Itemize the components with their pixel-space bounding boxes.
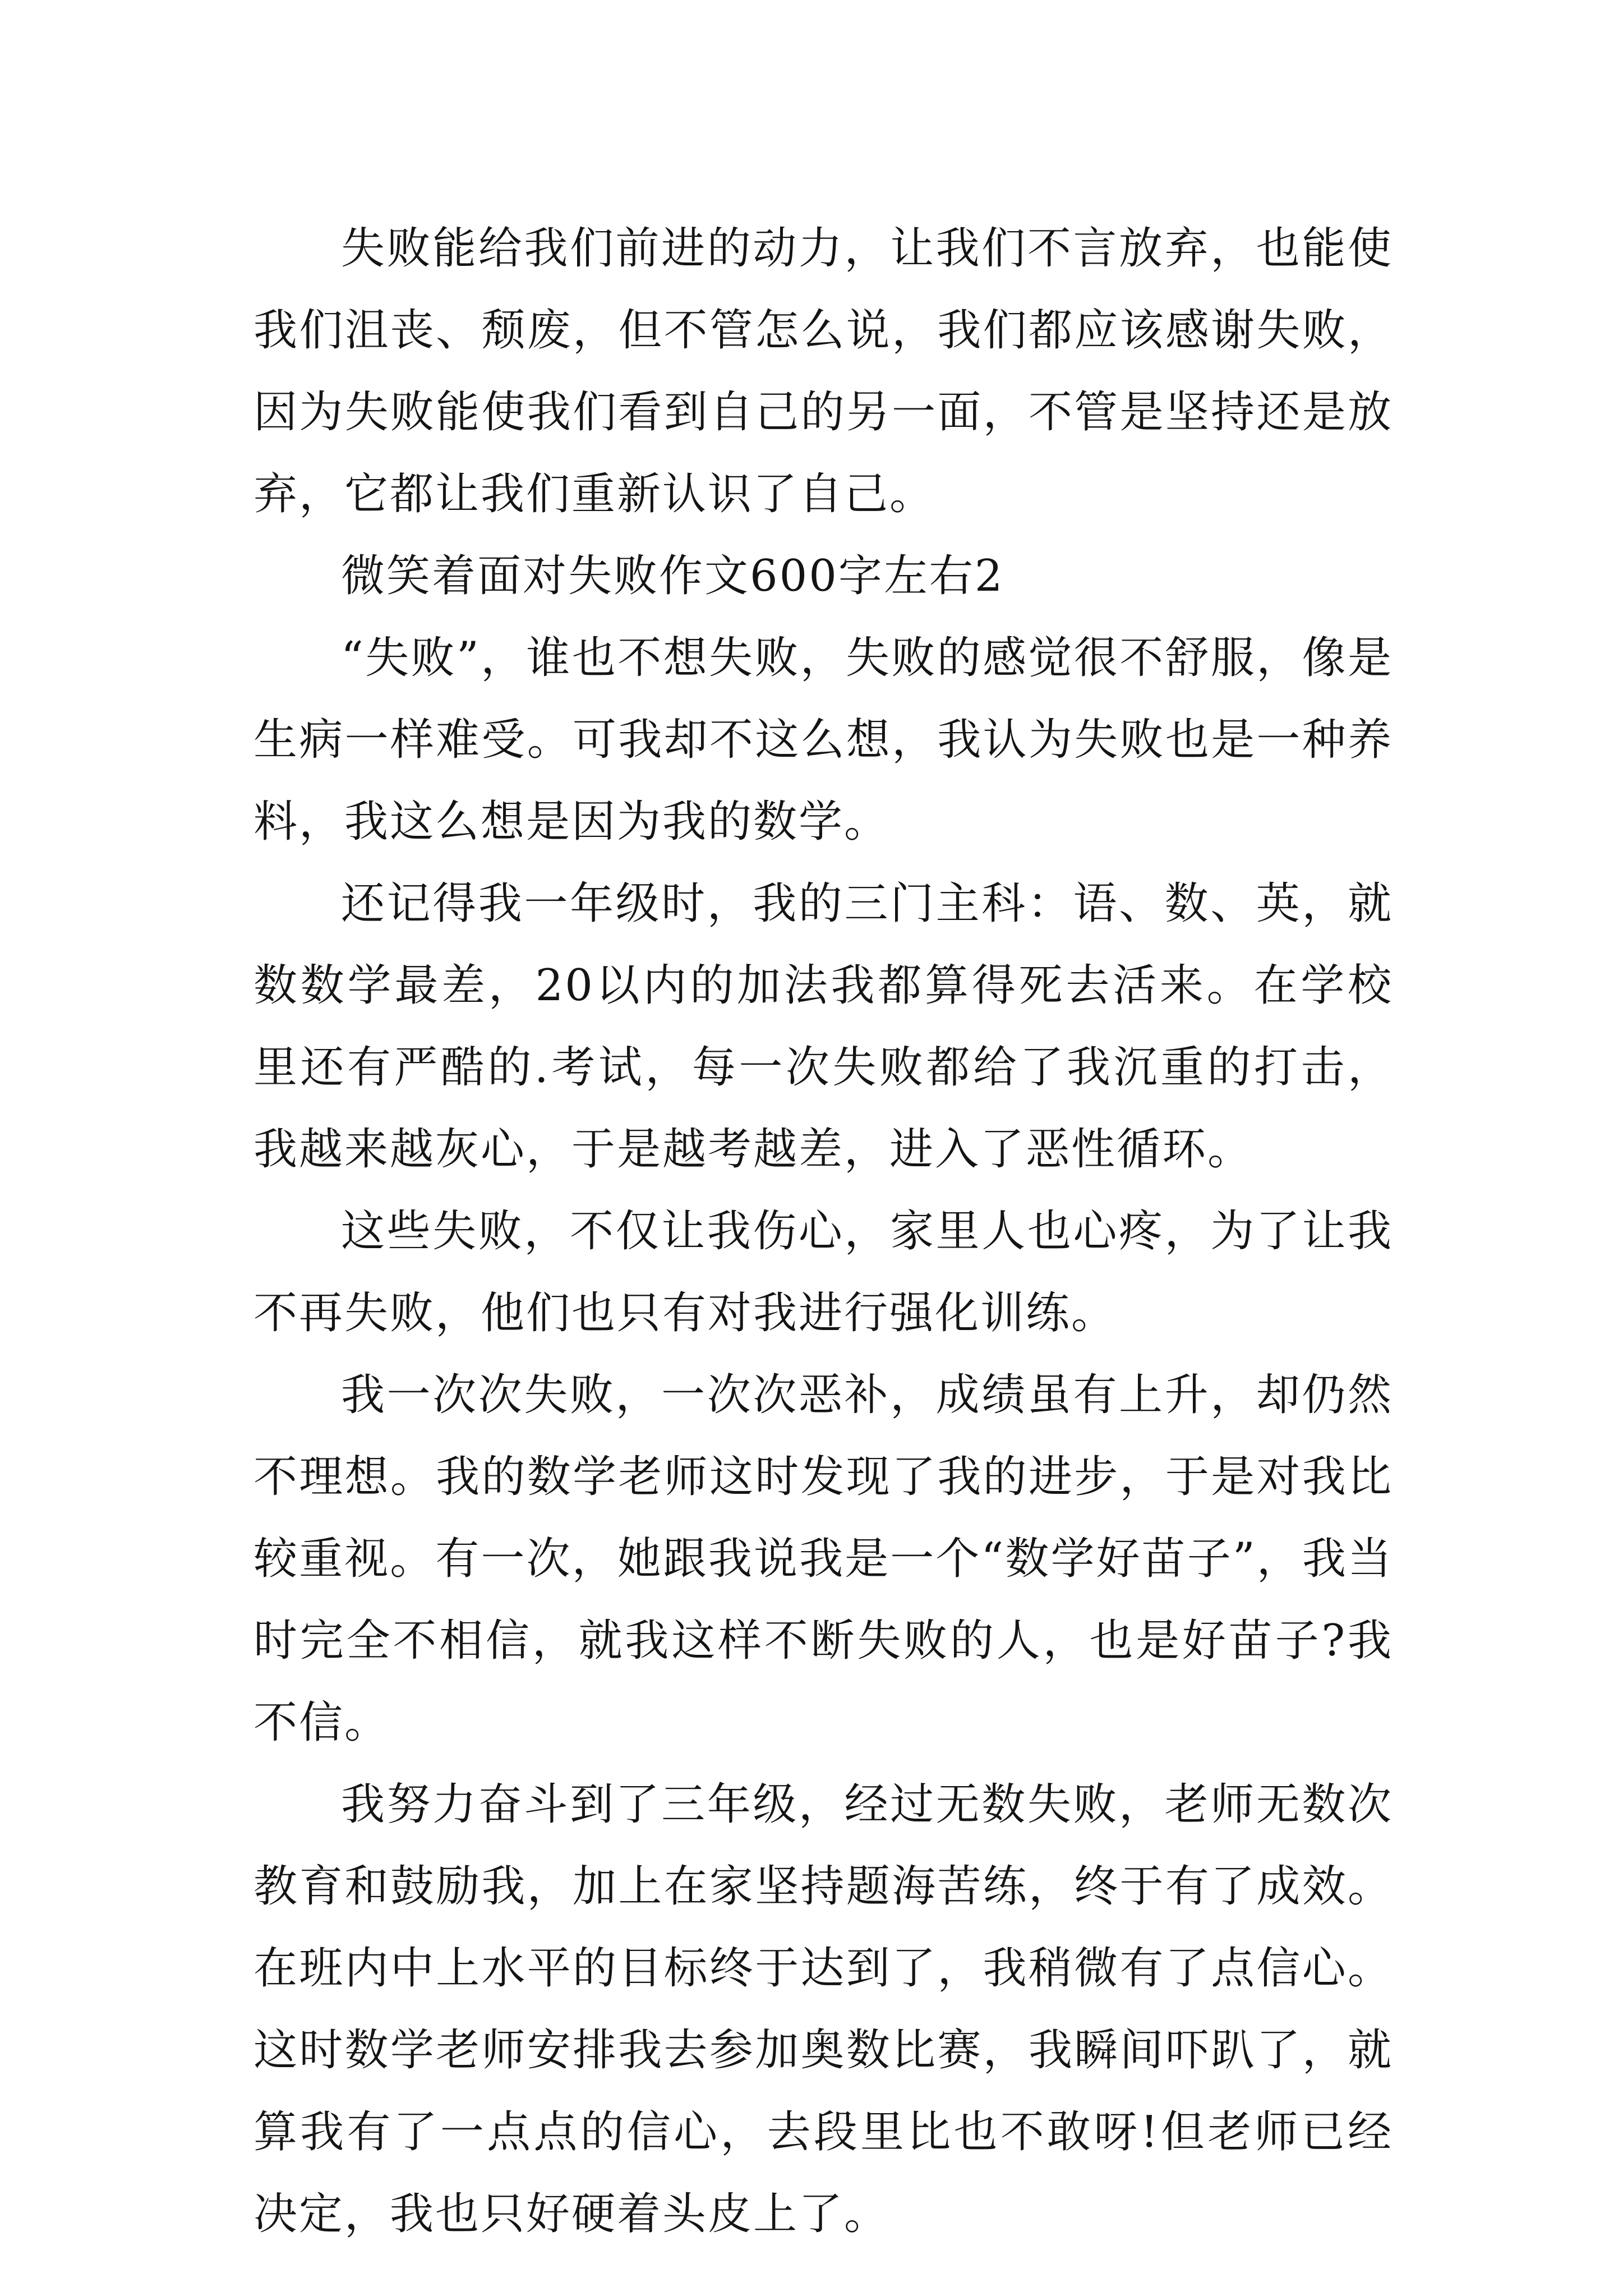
paragraph-6: 我努力奋斗到了三年级，经过无数失败，老师无数次教育和鼓励我，加上在家坚持题海苦练，终于有了成效。在班内中上水平的目标终于达到了，我稍微有了点信心。这时数学老师安排我去参加奥数比赛，我瞬间吓趴了，就算我有了一点点的信心，去段里比也不敢呀!但老师已经决定，我也只好硬着头皮上了。 <box>253 1779 1393 2239</box>
paragraph-2: “失败”，谁也不想失败，失败的感觉很不舒服，像是生病一样难受。可我却不这么想，我认为失败也是一种养料，我这么想是因为我的数学。 <box>253 633 1393 847</box>
document-body <box>253 208 1393 2255</box>
paragraph-5: 我一次次失败，一次次恶补，成绩虽有上升，却仍然不理想。我的数学老师这时发现了我的进步，于是对我比较重视。有一次，她跟我说我是一个“数学好苗子”，我当时完全不相信，就我这样不断失败的人，也是好苗子?我不信。 <box>253 1370 1393 1748</box>
paragraph-3: 还记得我一年级时，我的三门主科：语、数、英，就数数学最差，20以内的加法我都算得死去活来。在学校里还有严酷的.考试，每一次失败都给了我沉重的打击，我越来越灰心，于是越考越差，进入了恶性循环。 <box>253 878 1393 1175</box>
paragraph-1: 失败能给我们前进的动力，让我们不言放弃，也能使我们沮丧、颓废，但不管怎么说，我们都应该感谢失败，因为失败能使我们看到自己的另一面，不管是坚持还是放弃，它都让我们重新认识了自己。 <box>253 223 1393 519</box>
paragraph-4: 这些失败，不仅让我伤心，家里人也心疼，为了让我不再失败，他们也只有对我进行强化训练。 <box>253 1206 1393 1338</box>
essay-subtitle: 微笑着面对失败作文600字左右2 <box>341 551 1004 601</box>
